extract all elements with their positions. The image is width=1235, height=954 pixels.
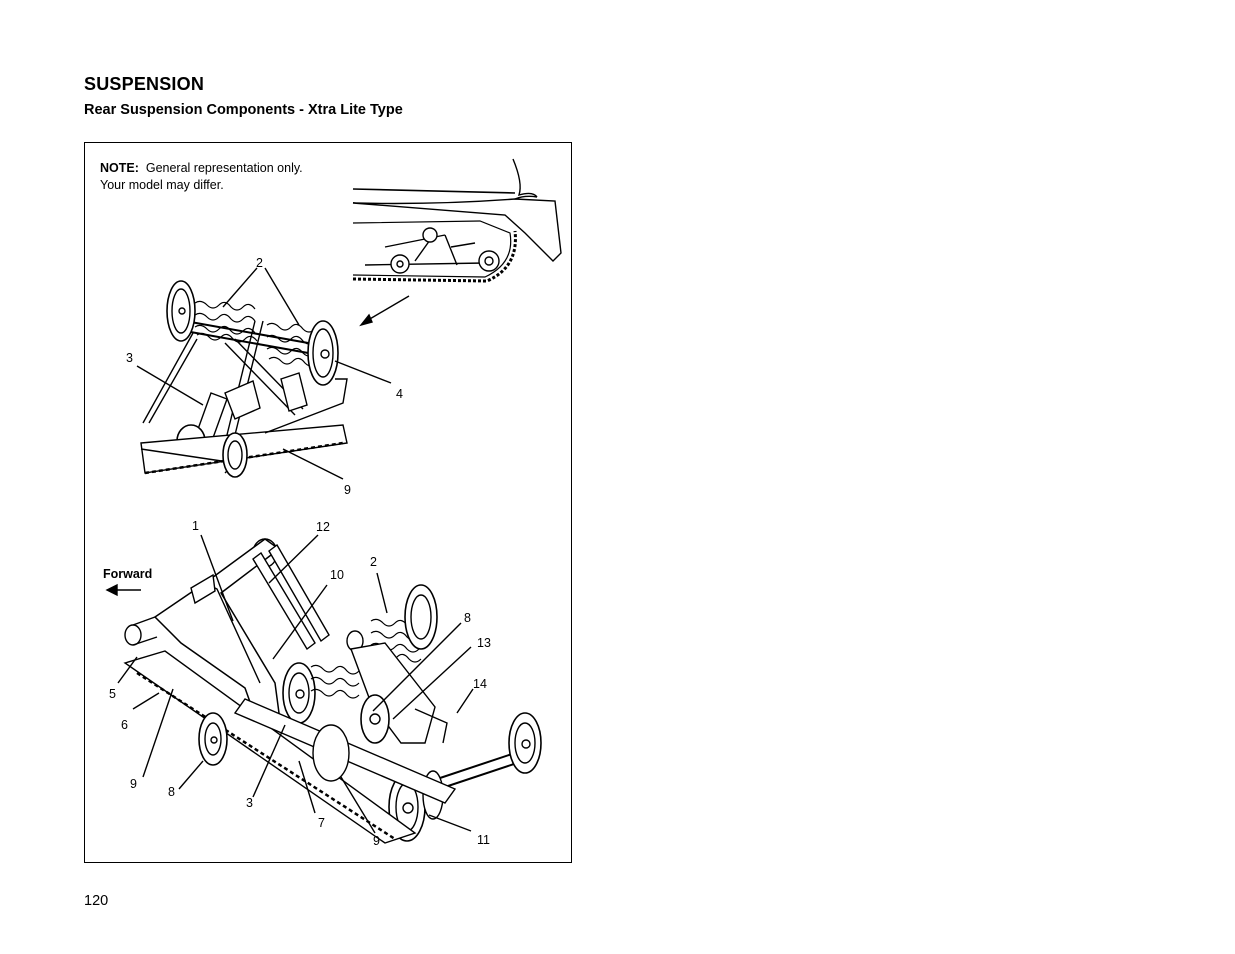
callout-6: 6 (121, 718, 128, 732)
callout-top-4: 4 (396, 387, 403, 401)
note-line-2: Your model may differ. (100, 178, 224, 192)
callout-10: 10 (330, 568, 344, 582)
callout-12: 12 (316, 520, 330, 534)
callout-13: 13 (477, 636, 491, 650)
callout-3: 3 (246, 796, 253, 810)
suspension-line-drawing (85, 143, 573, 864)
callout-top-9: 9 (344, 483, 351, 497)
callout-8-upper: 8 (464, 611, 471, 625)
suspension-figure (84, 142, 572, 863)
callout-1: 1 (192, 519, 199, 533)
callout-2: 2 (370, 555, 377, 569)
callout-5: 5 (109, 687, 116, 701)
figure-subtitle: Rear Suspension Components - Xtra Lite Type (84, 102, 403, 118)
callout-9-left: 9 (130, 777, 137, 791)
callout-7: 7 (318, 816, 325, 830)
forward-label: Forward (103, 567, 153, 581)
note-line-1: General representation only. (145, 161, 303, 175)
callout-9-bottom: 9 (373, 834, 380, 848)
callout-top-3: 3 (126, 351, 133, 365)
callout-8-lower: 8 (168, 785, 175, 799)
note-label: NOTE: (100, 161, 139, 175)
callout-top-2: 2 (256, 256, 263, 270)
top-detail-drawing (137, 268, 391, 479)
callout-14: 14 (473, 677, 487, 691)
page-number: 120 (84, 893, 109, 909)
inset-snowmobile-view (353, 159, 561, 325)
callout-11: 11 (477, 833, 490, 847)
section-title: SUSPENSION (84, 74, 205, 94)
